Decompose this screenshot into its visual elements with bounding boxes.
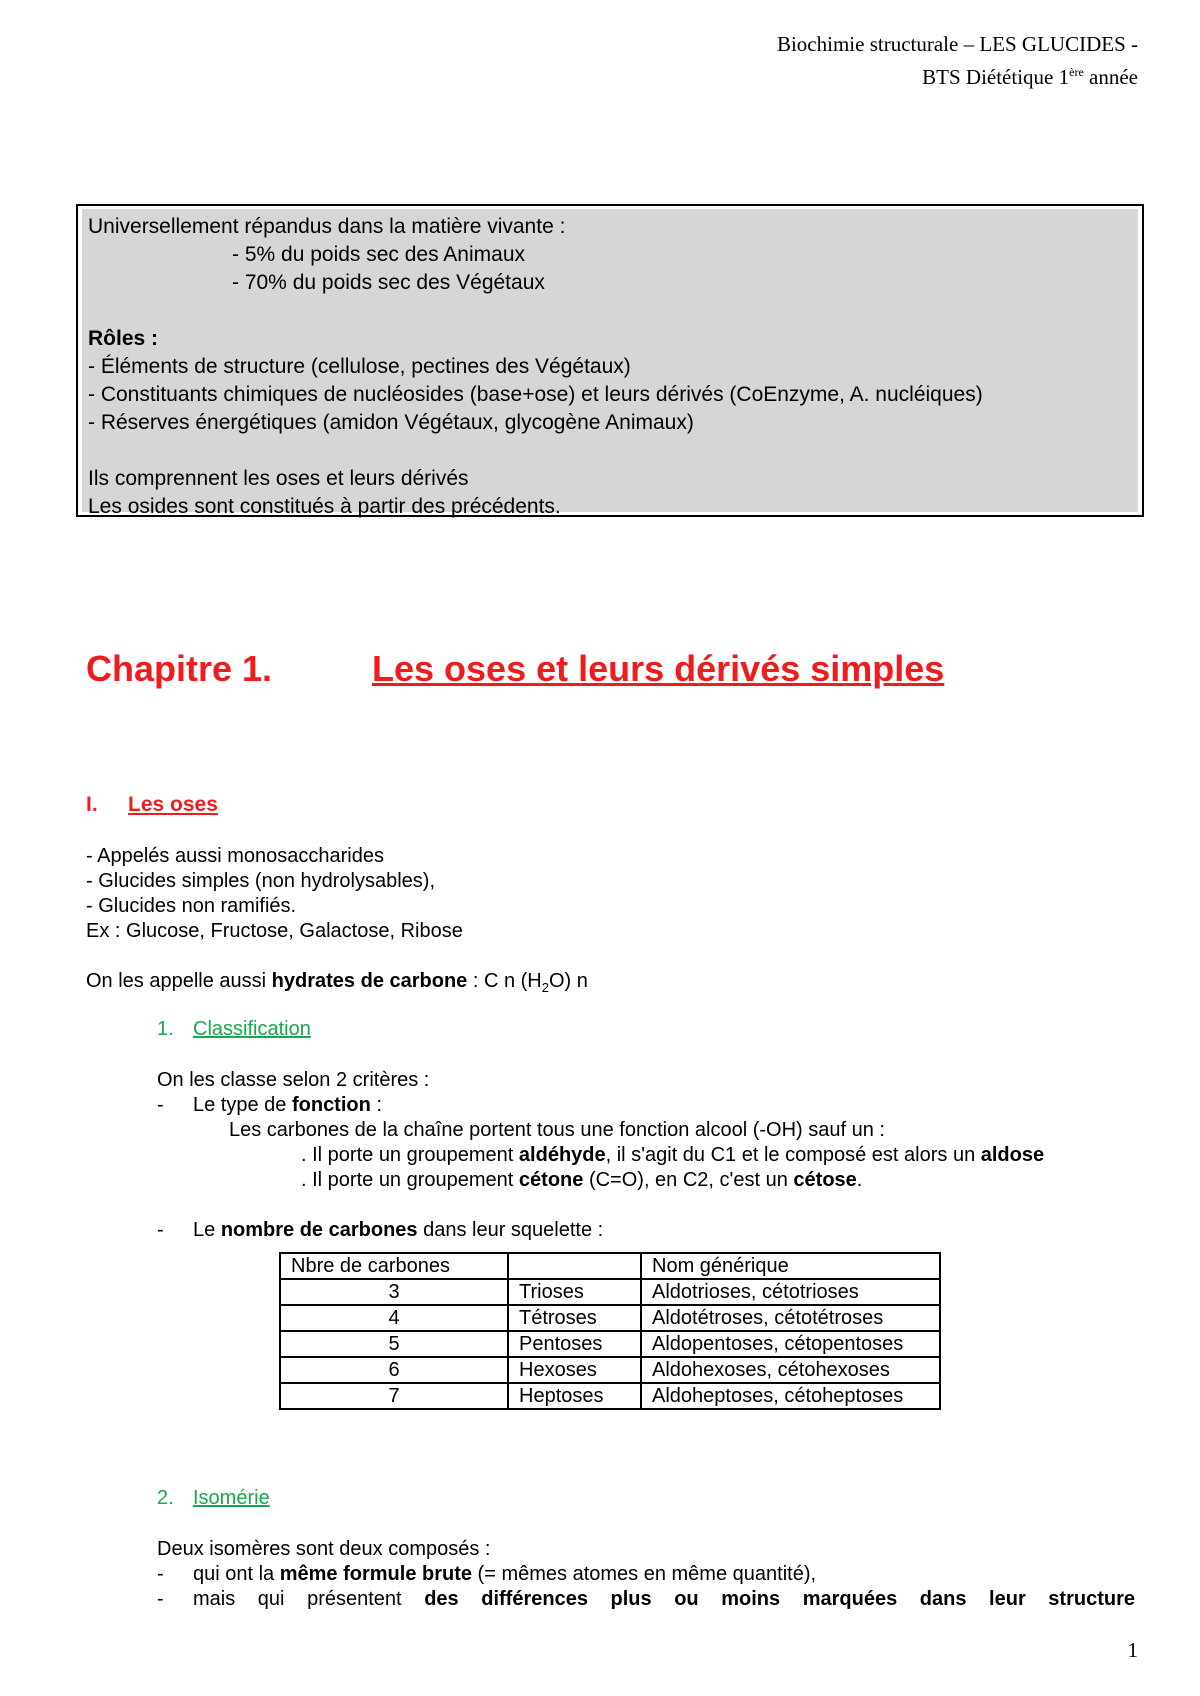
table-cell: 6 <box>280 1357 508 1383</box>
role-item: - Réserves énergétiques (amidon Végétaux, glycogène Animaux) <box>88 411 694 434</box>
subsection-number: 1. <box>157 1018 174 1040</box>
intro-line-2: - 5% du poids sec des Animaux <box>232 243 525 266</box>
intro-line-1: Universellement répandus dans la matière vivante : <box>88 215 566 238</box>
subsection-title: Isomérie <box>193 1487 270 1509</box>
table-cell: 4 <box>280 1305 508 1331</box>
list-item: - Appelés aussi monosaccharides <box>86 845 384 867</box>
table-row <box>280 1383 940 1409</box>
section-heading <box>86 793 218 817</box>
table-cell: Hexoses <box>508 1357 641 1383</box>
chapter-title: Les oses et leurs dérivés simples <box>372 648 945 689</box>
section-number: I. <box>86 793 98 816</box>
table-cell: 5 <box>280 1331 508 1357</box>
table-row <box>280 1357 940 1383</box>
table-cell: Aldohexoses, cétohexoses <box>641 1357 940 1383</box>
isomerie-item-2: - mais qui présentent des différences plus ou moins marquées dans leur structure <box>157 1588 1136 1610</box>
running-header <box>777 30 1138 91</box>
page-number: 1 <box>1127 1638 1138 1662</box>
criterion-2: - Le nombre de carbones dans leur squelette : <box>157 1219 604 1241</box>
table-cell: 7 <box>280 1383 508 1409</box>
aldose-line: . Il porte un groupement aldéhyde, il s'agit du C1 et le composé est alors un aldose <box>301 1144 1045 1166</box>
intro-line-3: - 70% du poids sec des Végétaux <box>232 271 545 294</box>
list-item: - Glucides non ramifiés. <box>86 895 297 917</box>
role-item: - Constituants chimiques de nucléosides (base+ose) et leurs dérivés (CoEnzyme, A. nucléiques) <box>88 383 983 406</box>
table-cell: Pentoses <box>508 1331 641 1357</box>
subsection-number: 2. <box>157 1487 174 1509</box>
table-row <box>280 1279 940 1305</box>
oses-list <box>86 844 463 944</box>
table-header: Nom générique <box>641 1253 940 1279</box>
example-line: Ex : Glucose, Fructose, Galactose, Ribose <box>86 920 463 942</box>
table-cell: Aldoheptoses, cétoheptoses <box>641 1383 940 1409</box>
criterion-1: - Le type de fonction : <box>157 1094 382 1116</box>
intro-line-4: Ils comprennent les oses et leurs dérivés <box>88 467 469 490</box>
subsection-title: Classification <box>193 1018 311 1040</box>
carbon-table <box>279 1252 941 1410</box>
table-cell: Trioses <box>508 1279 641 1305</box>
isomerie-text <box>157 1537 1135 1612</box>
table-header-row <box>280 1253 940 1279</box>
chapter-number: Chapitre 1. <box>86 648 273 689</box>
table-cell: Heptoses <box>508 1383 641 1409</box>
section-title: Les oses <box>128 793 218 816</box>
isomerie-intro: Deux isomères sont deux composés : <box>157 1538 491 1560</box>
roles-title: Rôles : <box>88 327 159 350</box>
table-cell: Aldotétroses, cétotétroses <box>641 1305 940 1331</box>
table-cell: Tétroses <box>508 1305 641 1331</box>
isomerie-item-1: - qui ont la même formule brute (= mêmes atomes en même quantité), <box>157 1563 817 1585</box>
table-row <box>280 1331 940 1357</box>
header-line-1: Biochimie structurale – LES GLUCIDES - <box>776 32 1138 56</box>
cetose-line: . Il porte un groupement cétone (C=O), en C2, c'est un cétose. <box>301 1169 863 1191</box>
subsection-heading <box>157 1487 270 1510</box>
table-header: Nbre de carbones <box>280 1253 508 1279</box>
subsection-heading <box>157 1018 311 1041</box>
role-item: - Éléments de structure (cellulose, pectines des Végétaux) <box>88 355 631 378</box>
table-header <box>508 1253 641 1279</box>
table-row <box>280 1305 940 1331</box>
classification-text <box>157 1068 1044 1243</box>
table-cell: Aldopentoses, cétopentoses <box>641 1331 940 1357</box>
hydrates-line: On les appelle aussi hydrates de carbone : C n $(H_2O)$ n <box>86 970 588 995</box>
classification-intro: On les classe selon 2 critères : <box>157 1069 430 1091</box>
chapter-heading <box>86 648 944 690</box>
function-line: Les carbones de la chaîne portent tous une fonction alcool (-OH) sauf un : <box>229 1119 885 1141</box>
table-cell: Aldotrioses, cétotrioses <box>641 1279 940 1305</box>
list-item: - Glucides simples (non hydrolysables), <box>86 870 436 892</box>
table-cell: 3 <box>280 1279 508 1305</box>
header-line-2: BTS Diététique 1ère année <box>922 65 1138 89</box>
intro-line-5: Les osides sont constitués à partir des précédents. <box>88 495 561 518</box>
intro-box <box>76 204 1144 517</box>
